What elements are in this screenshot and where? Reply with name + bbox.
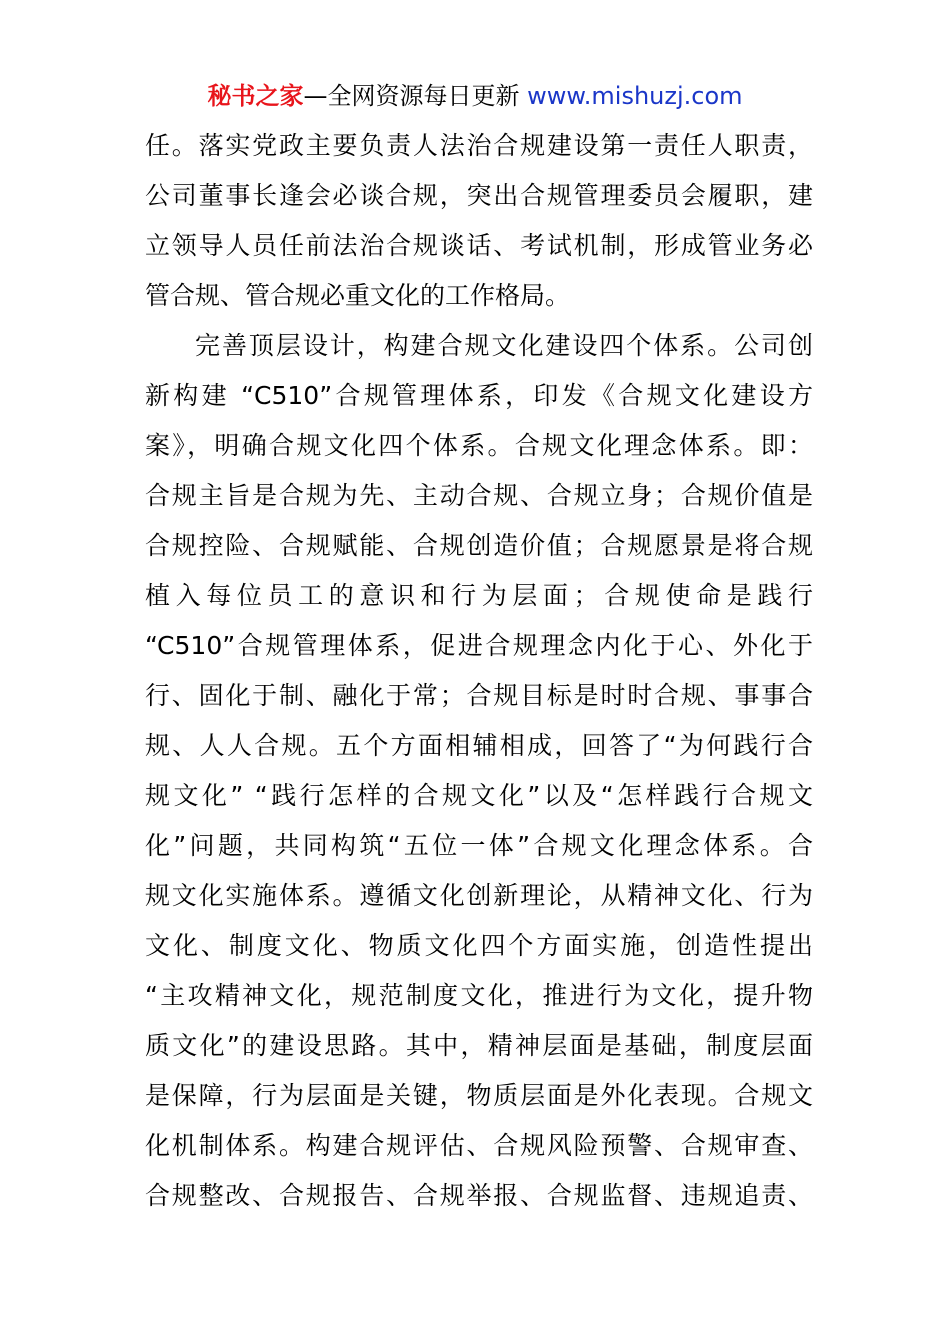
- paragraph-first-line: 完善顶层设计，构建合规文化建设四个体系。公司创: [195, 331, 813, 360]
- brand-name: 秘书之家: [207, 82, 304, 110]
- text-line: 行、固化于制、融化于常；合规目标是时时合规、事事合: [145, 681, 813, 710]
- text-line: 新构建 “C510”合规管理体系，印发《合规文化建设方: [145, 381, 813, 410]
- text-line: 文化、制度文化、物质文化四个方面实施，创造性提出: [145, 931, 813, 960]
- text-line: 质文化”的建设思路。其中，精神层面是基础，制度层面: [145, 1031, 813, 1060]
- text-line: 化”问题，共同构筑“五位一体”合规文化理念体系。合: [145, 831, 813, 860]
- text-line: 化机制体系。构建合规评估、合规风险预警、合规审查、: [145, 1131, 813, 1160]
- text-line: 管合规、管合规必重文化的工作格局。: [145, 281, 571, 310]
- text-line: 合规整改、合规报告、合规举报、合规监督、违规追责、: [145, 1181, 813, 1210]
- text-line: 公司董事长逢会必谈合规，突出合规管理委员会履职，建: [145, 181, 813, 210]
- slogan-text: —全网资源每日更新: [303, 82, 528, 110]
- document-body: [145, 127, 813, 1227]
- text-line: 立领导人员任前法治合规谈话、考试机制，形成管业务必: [145, 231, 813, 260]
- text-line: 是保障，行为层面是关键，物质层面是外化表现。合规文: [145, 1081, 813, 1110]
- text-line: “C510”合规管理体系，促进合规理念内化于心、外化于: [145, 631, 813, 660]
- text-line: “主攻精神文化，规范制度文化，推进行为文化，提升物: [145, 981, 813, 1010]
- watermark-header: [0, 80, 950, 112]
- text-line: 合规控险、合规赋能、合规创造价值；合规愿景是将合规: [145, 531, 813, 560]
- text-line: 规、人人合规。五个方面相辅相成，回答了“为何践行合: [145, 731, 813, 760]
- text-line: 案》，明确合规文化四个体系。合规文化理念体系。即：: [145, 431, 813, 460]
- text-line: 任。落实党政主要负责人法治合规建设第一责任人职责，: [145, 131, 813, 160]
- text-line: 规文化” “践行怎样的合规文化”以及“怎样践行合规文: [145, 781, 813, 810]
- text-line: 规文化实施体系。遵循文化创新理论，从精神文化、行为: [145, 881, 813, 910]
- text-line: 合规主旨是合规为先、主动合规、合规立身；合规价值是: [145, 481, 813, 510]
- text-line: 植入每位员工的意识和行为层面；合规使命是践行: [145, 581, 813, 610]
- site-url: www.mishuzj.com: [527, 82, 743, 110]
